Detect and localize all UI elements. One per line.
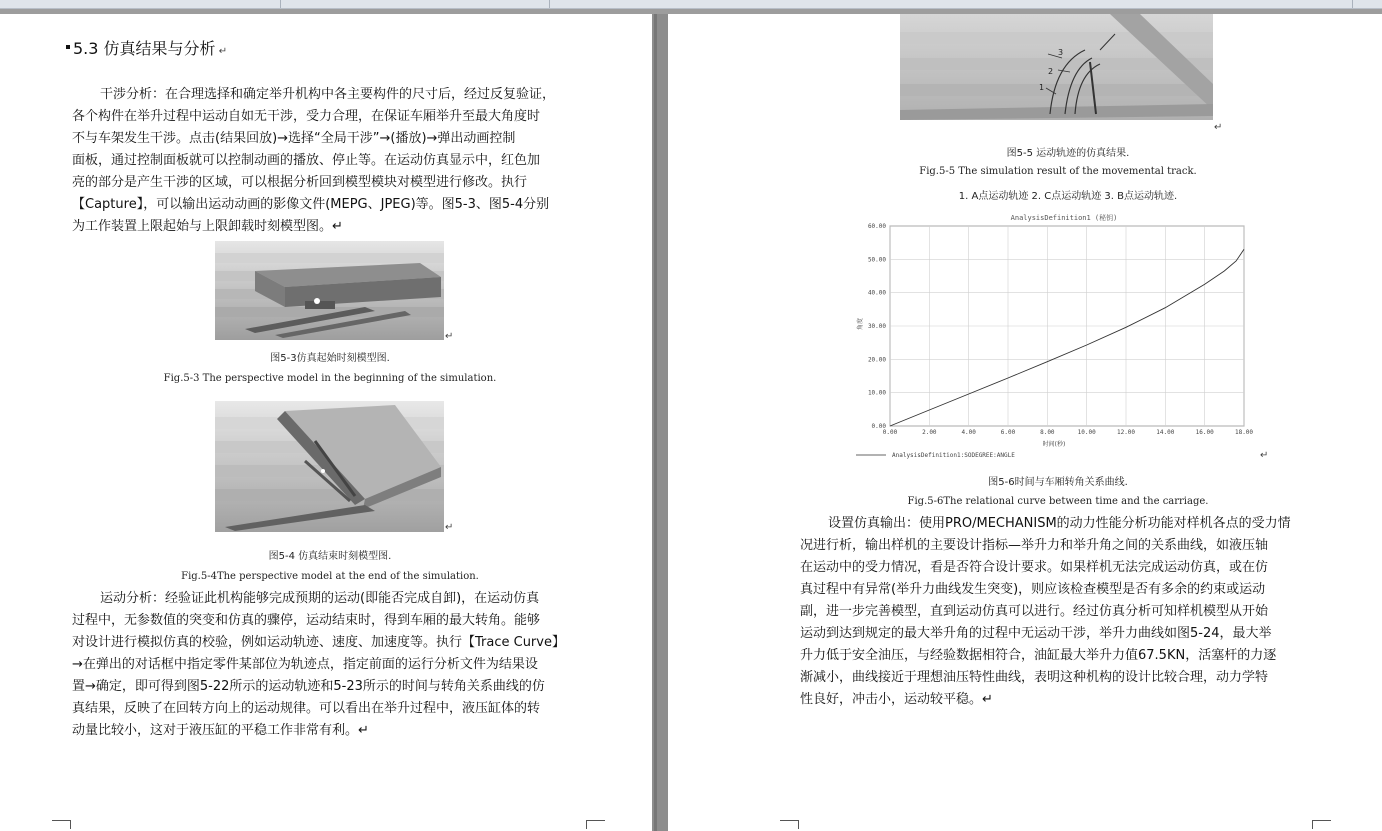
crop-mark — [1312, 820, 1331, 829]
y-tick-label: 40.00 — [867, 289, 886, 297]
figure-anchor-mark: ↵ — [445, 331, 454, 342]
figure-5-5-image — [900, 14, 1213, 120]
chart-title: AnalysisDefinition1 (秘钥) — [1010, 214, 1118, 222]
text-line: 置→确定，即可得到图5-22所示的运动轨迹和5-23所示的时间与转角关系曲线的仿 — [72, 679, 545, 694]
text-line: 动量比较小，这对于液压缸的平稳工作非常有利。↵ — [72, 723, 369, 738]
x-tick-label: 2.00 — [922, 429, 937, 436]
ruler-tick — [280, 0, 281, 8]
heading-text: 5.3 仿真结果与分析 — [73, 39, 216, 58]
y-tick-label: 0.00 — [871, 423, 886, 430]
figure-5-3-caption-en: Fig.5-3 The perspective model in the beginning of the simulation. — [163, 373, 497, 384]
text-line: 真结果，反映了在回转方向上的运动规律。可以看出在举升过程中，液压缸体的转 — [72, 701, 541, 716]
figure-5-6-caption-en: Fig.5-6The relational curve between time and the carriage. — [907, 496, 1209, 507]
figure-5-3-caption-cn: 图5-3仿真起始时刻模型图. — [270, 353, 390, 364]
figure-5-4-caption-en: Fig.5-4The perspective model at the end of the simulation. — [181, 571, 479, 582]
text-line: 各个构件在举升过程中运动自如无干涉，受力合理，在保证车厢举升至最大角度时 — [72, 109, 541, 124]
figure-anchor-mark: ↵ — [1260, 450, 1269, 461]
x-tick-label: 16.00 — [1195, 429, 1214, 436]
y-tick-label: 30.00 — [867, 323, 886, 330]
figure-5-6-chart — [854, 210, 1264, 462]
track-label-3: 3 — [1058, 48, 1064, 57]
text-line: 设置仿真输出：使用PRO/MECHANISM的动力性能分析功能对样机各点的受力情 — [828, 516, 1291, 531]
legend-label: AnalysisDefinition1:SODEGREE:ANGLE — [892, 452, 1015, 459]
text-line: 性良好，冲击小，运动较平稳。↵ — [800, 692, 993, 707]
simulation-output-paragraph — [800, 513, 1312, 711]
text-line: 不与车架发生干涉。点击(结果回放)→选择“全局干涉”→(播放)→弹出动画控制 — [72, 131, 516, 146]
x-axis-label: 时间(秒) — [1042, 441, 1066, 448]
text-line: 在运动中的受力情况，看是否符合设计要求。如果样机无法完成运动仿真，或在仿 — [800, 560, 1269, 575]
figure-5-5-legend: 1. A点运动轨迹 2. C点运动轨迹 3. B点运动轨迹. — [958, 191, 1178, 202]
figure-5-5-caption-en: Fig.5-5 The simulation result of the movemental track. — [919, 166, 1197, 177]
text-line: 渐减小，曲线接近于理想油压特性曲线，表明这种机构的设计比较合理，动力学特 — [800, 670, 1269, 685]
y-tick-label: 50.00 — [867, 256, 886, 264]
x-tick-label: 18.00 — [1234, 429, 1254, 436]
figure-5-5-caption-cn: 图5-5 运动轨迹的仿真结果. — [1006, 148, 1130, 159]
x-tick-label: 6.00 — [1000, 429, 1016, 436]
text-line: 干涉分析：在合理选择和确定举升机构中各主要构件的尺寸后，经过反复验证， — [100, 87, 556, 102]
y-tick-label: 20.00 — [867, 356, 886, 364]
text-line: 副，进一步完善模型，直到运动仿真可以进行。经过仿真分析可知样机模型从开始 — [800, 604, 1269, 619]
track-label-2: 2 — [1048, 67, 1054, 76]
x-tick-label: 8.00 — [1040, 429, 1055, 436]
y-tick-label: 60.00 — [867, 223, 886, 230]
x-tick-label: 14.00 — [1156, 429, 1175, 436]
track-label-1: 1 — [1039, 83, 1045, 92]
text-line: 亮的部分是产生干涉的区域，可以根据分析回到模型模块对模型进行修改。执行 — [72, 175, 528, 190]
x-tick-label: 0.00 — [882, 429, 898, 436]
text-line: 运动分析：经验证此机构能够完成预期的运动(即能否完成自卸)，在运动仿真 — [100, 591, 540, 606]
text-line: 真过程中有异常(举升力曲线发生突变)，则应该检查模型是否有多余的约束或运动 — [800, 582, 1266, 597]
x-tick-label: 10.00 — [1077, 429, 1096, 436]
crop-mark — [52, 820, 71, 829]
text-line: 过程中，无参数值的突变和仿真的骤停，运动结束时，得到车厢的最大转角。能够 — [72, 613, 541, 628]
text-line: 对设计进行模拟仿真的校验，例如运动轨迹、速度、加速度等。执行【Trace Curve】 — [72, 635, 565, 650]
left-page — [0, 14, 652, 831]
top-ruler — [0, 0, 1382, 9]
text-line: 【Capture】，可以输出运动动画的影像文件(MEPG、JPEG)等。图5-3、图5-4分别 — [72, 197, 550, 212]
figure-5-4-caption-cn: 图5-4 仿真结束时刻模型图. — [268, 551, 392, 562]
text-line: 况进行析，输出样机的主要设计指标—举升力和举升角之间的关系曲线，如液压轴 — [800, 538, 1269, 553]
crop-mark — [780, 820, 799, 829]
section-heading: 5.3 仿真结果与分析 ↵ — [66, 36, 227, 59]
interference-paragraph — [72, 84, 584, 238]
y-tick-label: 10.00 — [867, 389, 886, 397]
x-tick-label: 12.00 — [1116, 429, 1136, 436]
text-line: 升力低于安全油压，与经验数据相符合，油缸最大举升力值67.5KN，活塞杆的力逐 — [800, 648, 1277, 663]
page-gutter — [652, 14, 668, 831]
figure-5-6-caption-cn: 图5-6时间与车厢转角关系曲线. — [988, 477, 1128, 488]
ruler-tick — [1352, 0, 1353, 8]
figure-anchor-mark: ↵ — [445, 522, 454, 533]
motion-analysis-paragraph — [72, 588, 584, 742]
text-line: 运动到达到规定的最大举升角的过程中无运动干涉，举升力曲线如图5-24，最大举 — [800, 626, 1272, 641]
text-line: →在弹出的对话框中指定零件某部位为轨迹点，指定前面的运行分析文件为结果设 — [72, 657, 538, 672]
text-line: 面板，通过控制面板就可以控制动画的播放、停止等。在运动仿真显示中，红色加 — [72, 153, 541, 168]
crop-mark — [586, 820, 605, 829]
figure-anchor-mark: ↵ — [1214, 122, 1223, 133]
ruler-tick — [549, 0, 550, 8]
figure-5-3-image — [215, 241, 444, 340]
right-page — [668, 14, 1382, 831]
y-axis-label: 角度 — [857, 317, 864, 330]
heading-bullet — [66, 45, 70, 49]
x-tick-label: 4.00 — [961, 429, 976, 436]
figure-5-4-image — [215, 401, 444, 532]
text-line: 为工作装置上限起始与上限卸载时刻模型图。↵ — [72, 219, 343, 234]
